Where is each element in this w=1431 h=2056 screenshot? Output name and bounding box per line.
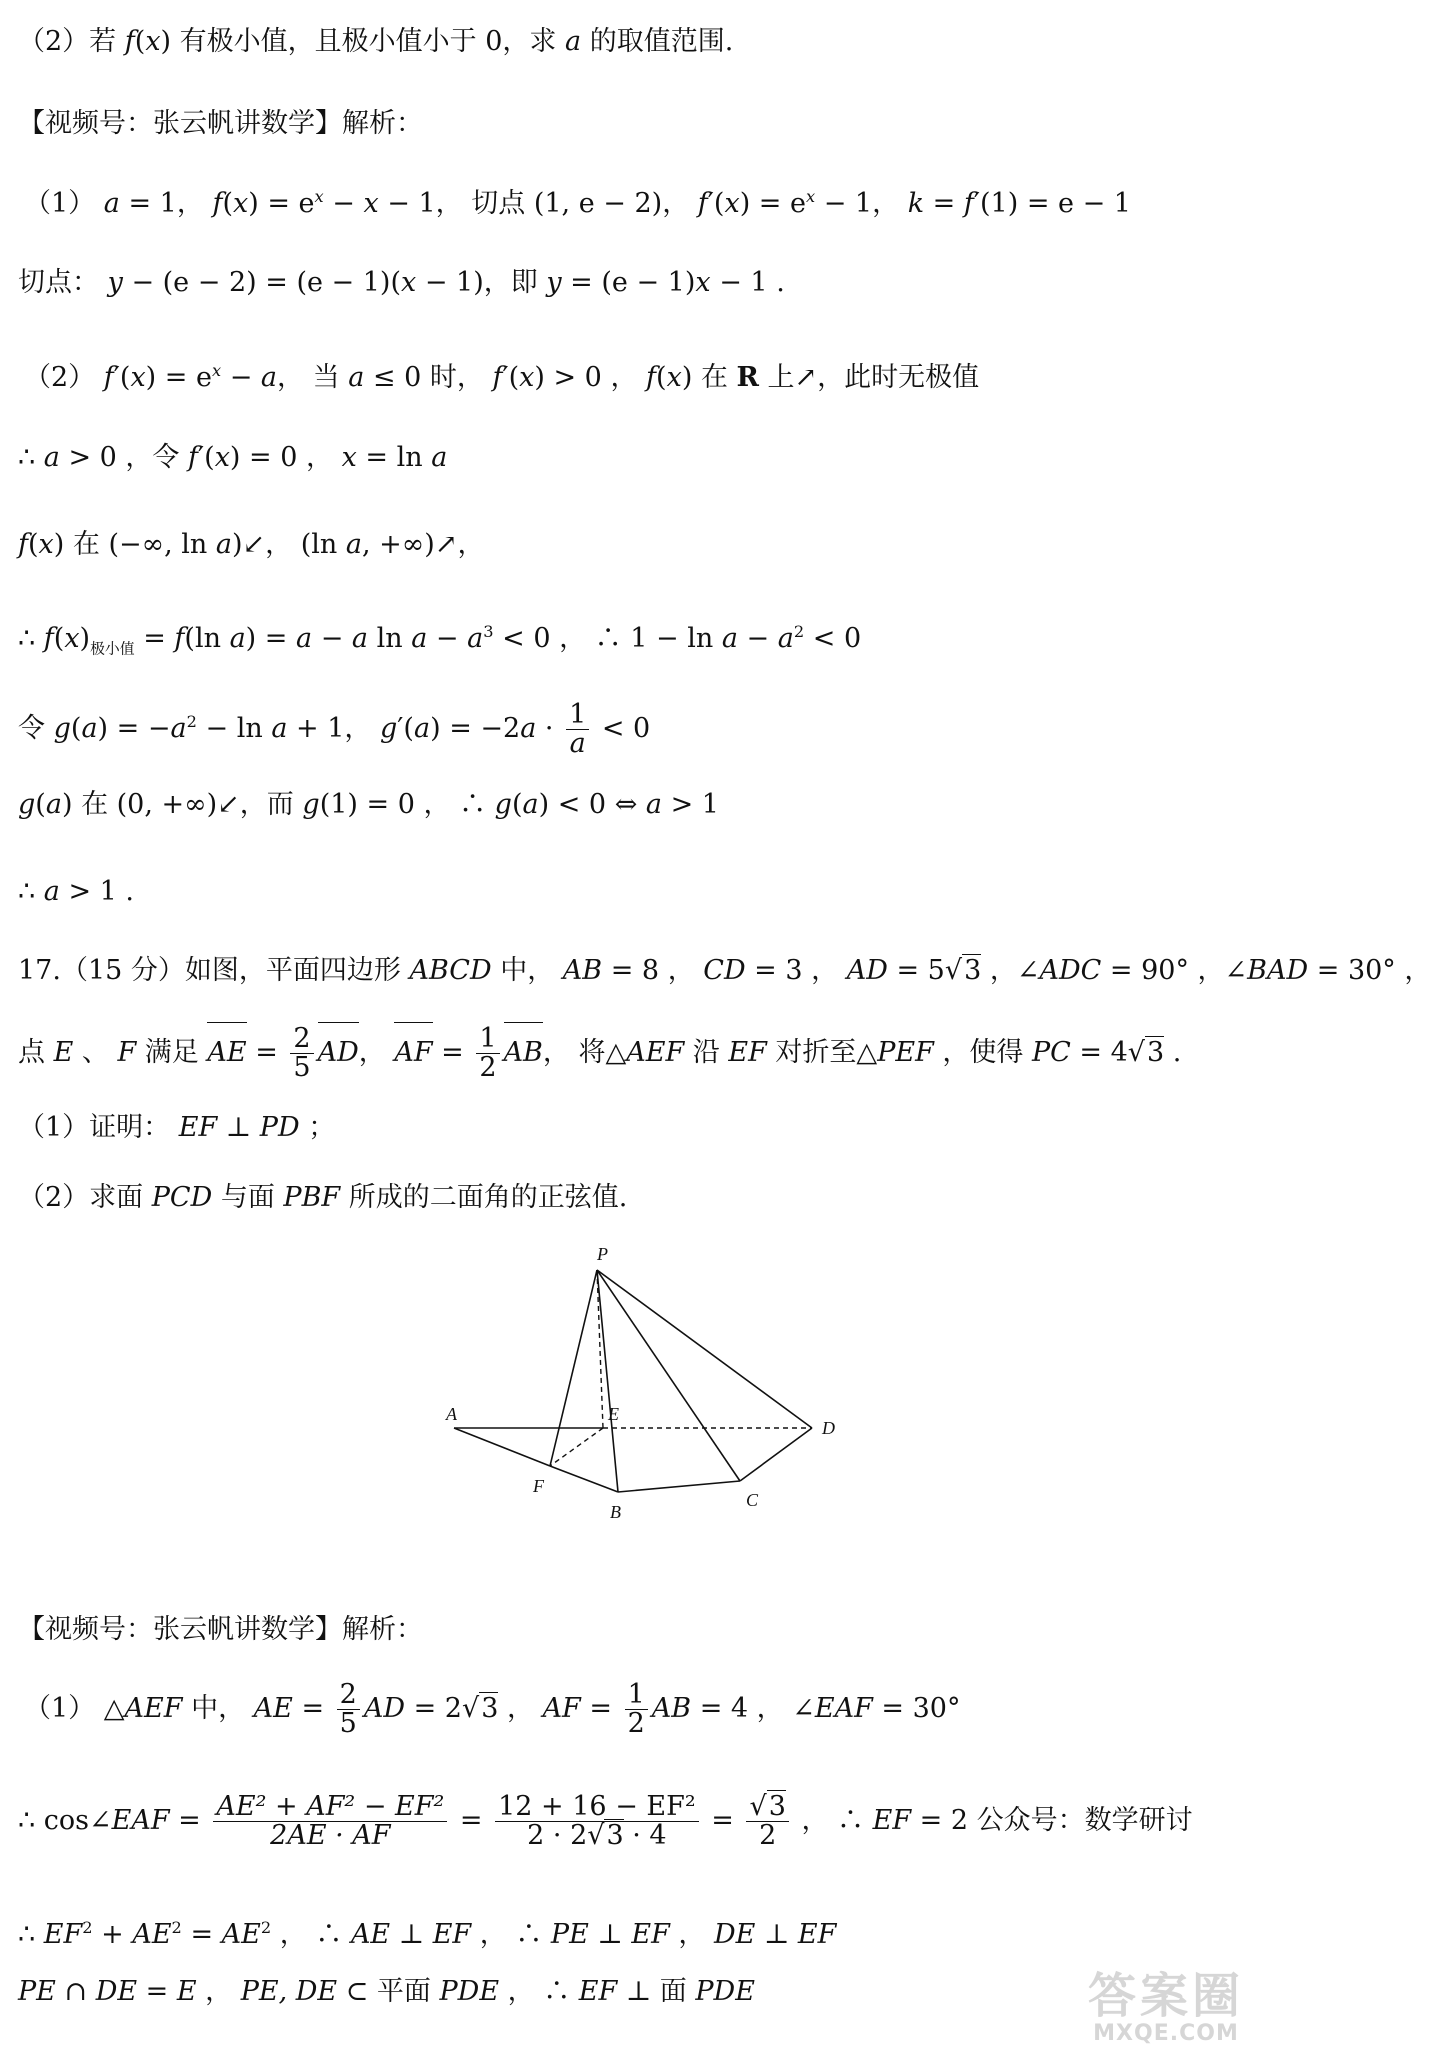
solution-17-part-1-line-3: ∴ $EF^2 + AE^2 = AE^2$ ， ∴ AE ⊥ EF ， ∴ PE ⊥ EF ， DE ⊥ EF <box>18 1918 837 1950</box>
fraction-one-half: $\frac{1}{2}$ <box>625 1681 648 1739</box>
edge-p-f <box>550 1270 597 1466</box>
solution-part-1-line-1: （1） a = 1， $f(x) = e^x - x - 1$， 切点 (1, e − 2)， $f'(x) = e^x - 1$， k = f′(1) = e − 1 <box>24 187 1131 219</box>
label-f: F <box>533 1476 544 1496</box>
fraction-two-fifths: $\frac{2}{5}$ <box>290 1025 313 1083</box>
vector-ab: AB <box>504 1024 543 1082</box>
sqrt-symbol: √ <box>944 955 963 986</box>
label-d: D <box>822 1418 835 1438</box>
vector-ad: AD <box>318 1024 359 1082</box>
sqrt-symbol: √ <box>461 1693 480 1724</box>
sqrt-symbol: √ <box>1127 1037 1146 1068</box>
edge-p-b <box>597 1270 618 1492</box>
solution-17-part-1-line-1: （1） △AEF 中， AE = $\frac{2}{5}$ AD = 2√3 ， AF = $\frac{1}{2}$ AB = 4 ， ∠EAF = 30° <box>24 1678 961 1739</box>
watermark-logo <box>1066 1968 1266 2046</box>
solution-part-2-line-1: （2） $f'(x) = e^x - a$， 当 a ≤ 0 时， f′(x) > 0 ， f(x) 在 R 上↗，此时无极值 <box>24 361 980 393</box>
solution-part-2-line-5: 令 $g(a) = -a^2 - \ln a + 1$， g′(a) = −2a · $\frac{1}{a} < 0$ <box>18 698 651 759</box>
fraction-substituted: $\frac{\text{12 + 16 − EF²}}{2 \cdot 2√3 \cdot 4}$ <box>495 1793 699 1851</box>
edge-p-c <box>597 1270 740 1481</box>
vector-af: AF <box>394 1024 432 1082</box>
solution-part-2-line-2: ∴ a > 0 ，令 f′(x) = 0 ， x = ln a <box>18 442 448 473</box>
watermark-url: MXQE.COM <box>1093 2021 1239 2046</box>
fraction-two-fifths: $\frac{2}{5}$ <box>337 1681 360 1739</box>
fraction-root3-over-2: $\frac{√3}{2}$ <box>746 1793 788 1851</box>
problem-16-part-2: （2）若 f(x) 有极小值，且极小值小于 0，求 a 的取值范围. <box>18 26 734 57</box>
edge-f-b <box>550 1466 618 1492</box>
label-a: A <box>446 1404 457 1424</box>
solution-17-part-1-line-4: PE ∩ DE = E ， PE, DE ⊂ 平面 PDE ， ∴ EF ⊥ 面 PDE <box>18 1976 755 2007</box>
sqrt-symbol: √ <box>749 1790 767 1822</box>
vector-ae: AE <box>207 1024 246 1082</box>
edge-a-f <box>454 1428 550 1466</box>
fraction-cosine-law: $\frac{\text{AE² + AF² − EF²}}{2AE \cdot AF}$ <box>213 1793 447 1851</box>
label-c: C <box>746 1490 759 1510</box>
fraction-one-over-a: $\frac{1}{a}$ <box>566 701 589 759</box>
solution-part-1-line-2: 切点： y − (e − 2) = (e − 1)(x − 1)，即 y = (e − 1)x − 1 . <box>18 267 785 298</box>
fraction-one-half: $\frac{1}{2}$ <box>476 1025 499 1083</box>
label-p: P <box>597 1244 608 1264</box>
label-b: B <box>610 1502 621 1522</box>
solution-header-2: 【视频号：张云帆讲数学】解析： <box>18 1614 423 1645</box>
edge-c-d <box>740 1428 812 1481</box>
edge-b-c <box>618 1481 740 1492</box>
pyramid-figure <box>440 1230 860 1530</box>
problem-17-part-2: （2）求面 PCD 与面 PBF 所成的二面角的正弦值. <box>18 1182 628 1213</box>
solution-part-2-line-4: ∴ $f(x)_{极小值} = f(\ln$ a) = a − a $\ln a - a^3 < 0$ ， ∴ $1 - \ln a - a^2 < 0$ <box>18 622 862 658</box>
edge-p-d <box>597 1270 812 1428</box>
problem-17-statement-line-1: 17.（15 分）如图，平面四边形 ABCD 中， AB = 8 ， CD = 3 ， AD = 5√3 ，∠ADC = 90° ，∠BAD = 30° ， <box>18 955 1431 986</box>
solution-header: 【视频号：张云帆讲数学】解析： <box>18 108 423 139</box>
label-e: E <box>608 1404 619 1424</box>
solution-part-2-conclusion: ∴ a > 1 . <box>18 876 135 907</box>
problem-17-statement-line-2: 点 E 、 F 满足 AE = $\frac{2}{5}$ AD， AF = $\frac{1}{2}$ AB， 将△AEF 沿 EF 对折至△PEF ，使得 PC = 4√3 . <box>18 1022 1182 1083</box>
problem-17-part-1: （1）证明： EF ⊥ PD ； <box>18 1112 336 1143</box>
sqrt-symbol: √ <box>587 1820 605 1851</box>
solution-17-part-1-line-2: ∴ cos∠EAF = $\frac{\text{AE² + AF² − EF²}}{2AE \cdot AF}$ = $\frac{\text{12 + 16 − EF²}}{2 \cdot 2√3 \cdot 4}$ = $\frac{√3}{2}$ ， ∴ EF = 2 公众号：数学研讨 <box>18 1790 1193 1851</box>
solution-part-2-line-3: f(x) 在 (−∞, ln a)↙， (ln a, +∞)↗， <box>18 529 485 560</box>
watermark-logo-text: 答案圈 <box>1087 1968 1244 2024</box>
solution-part-2-line-6: g(a) 在 (0, +∞)↙，而 g(1) = 0 ， ∴ g(a) < 0 ⇔ a > 1 <box>18 789 719 820</box>
